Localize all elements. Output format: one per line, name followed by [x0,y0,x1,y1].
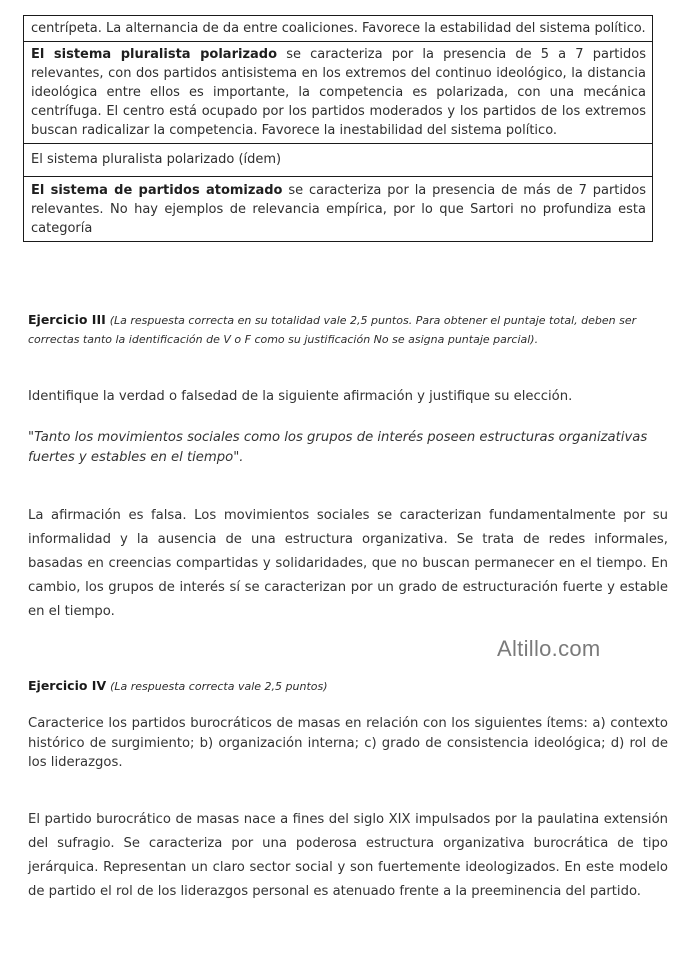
table-row [24,176,652,241]
table-row [24,16,652,41]
row-lead: El sistema pluralista polarizado [31,47,278,62]
exercise-3-instruction: Identifique la verdad o falsedad de la siguiente afirmación y justifique su elección. [28,389,573,404]
row-text: se caracteriza por la presencia de 5 a 7 partidos relevantes, con dos partidos antisistema en los extremos del continuo ideológico, la distancia ideológica entre ellos es importante, la competencia es polarizada, con una mecánica centrífuga. El centro está ocupado por los partidos moderados y los partidos de los extremos buscan radicalizar la competencia. Favorece la inestabilidad del sistema político. [31,47,646,138]
exercise-3-answer: La afirmación es falsa. Los movimientos sociales se caracterizan fundamentalmente por su informalidad y la ausencia de una estructura organizativa. Se trata de redes informales, basadas en creencias compartidas y solidaridades, que no buscan permanecer en el tiempo. En cambio, los grupos de interés sí se caracterizan por un grado de estructuración fuerte y estable en el tiempo. [28,508,668,619]
exercise-4-answer: El partido burocrático de masas nace a fines del siglo XIX impulsados por la paulatina extensión del sufragio. Se caracteriza por una poderosa estructura organizativa burocrática de tipo jerárquica. Representan un claro sector social y son fuertemente ideologizados. En este modelo de partido el rol de los liderazgos personal es atenuado frente a la preeminencia del partido. [28,812,668,899]
row-text: El sistema pluralista polarizado (ídem) [31,152,282,167]
table-row [24,41,652,143]
exercise-3-title: Ejercicio III [28,312,106,327]
exercise-4-instruction: Caracterice los partidos burocráticos de masas en relación con los siguientes ítems: a) contexto histórico de surgimiento; b) organización interna; c) grado de consistencia ideológica; d) rol de los liderazgos. [28,716,668,770]
row-text: centrípeta. La alternancia de da entre coaliciones. Favorece la estabilidad del sistema político. [31,21,646,36]
exercise-3-quote: "Tanto los movimientos sociales como los grupos de interés poseen estructuras organizativas fuertes y estables en el tiempo". [28,430,648,465]
exercise-4-title: Ejercicio IV [28,678,107,693]
row-text: se caracteriza por la presencia de más de 7 partidos relevantes. No hay ejemplos de relevancia empírica, por lo que Sartori no profundiza esta categoría [31,183,646,236]
row-lead: El sistema de partidos atomizado [31,183,283,198]
altillo-watermark: Altillo.com [497,636,601,661]
exercise-4-note: (La respuesta correcta vale 2,5 puntos) [110,680,328,693]
table-row [24,143,652,176]
party-systems-table [23,15,653,242]
exercise-4-heading [28,677,668,696]
exercise-3-note: (La respuesta correcta en su totalidad vale 2,5 puntos. Para obtener el puntaje total, deben ser correctas tanto la identificación de V o F como su justificación No se asigna puntaje parcial). [28,314,637,346]
exercise-3-heading [28,311,668,349]
